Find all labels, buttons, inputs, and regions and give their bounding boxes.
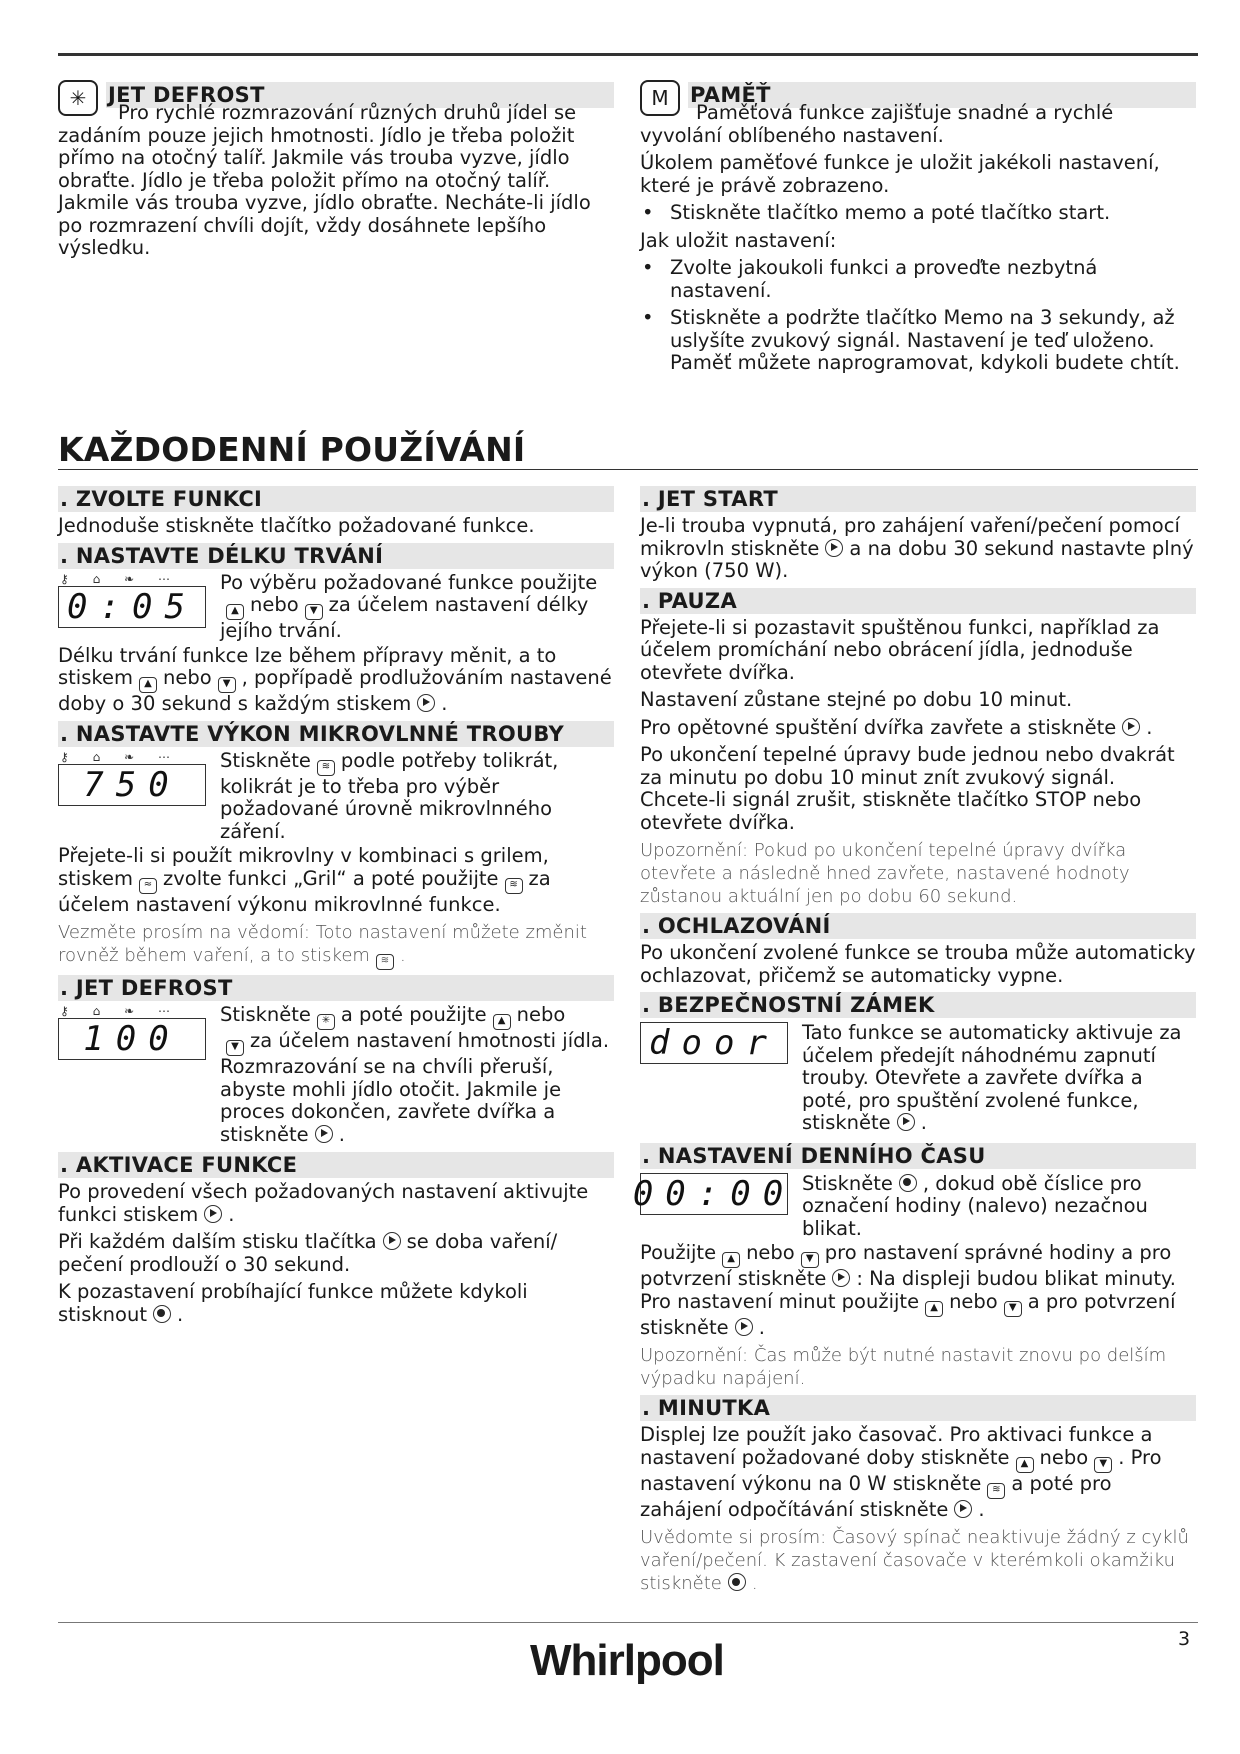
cooling-text: Po ukončení zvolené funkce se trouba může automaticky ochlazovat, přičemž se automaticky vypne. <box>640 941 1196 987</box>
left-column: . ZVOLTE FUNKCI Jednoduše stiskněte tlačítko požadované funkce. . NASTAVTE DÉLKU TRVÁNÍ ⚷ ⌂ ❧ ⋯ 0:05 Po výběru požadované funkce použijte ▲ nebo ▼ za účelem nastavení délky jejího trvání. Délku trvání funkce lze během přípravy měnit, a to stiskem ▲ nebo ▼ , popřípadě prodlužováním nastavené doby o 30 sekund s každým stiskem . . NASTAVTE VÝKON MIKROVLNNÉ TROUBY ⚷ ⌂ ❧ ⋯ 750 Stiskněte ≋ podle potřeby tolikrát, kolikrát je to třeba pro výběr požadované úrovně mikrovlnného záření. Přejete-li si použít mikrovlny v kombinaci s grilem, stiskem ≈ zvolte funkci „Gril“ a poté použijte ≋ za účelem nastavení výkonu mikrovlnné funkce. Vezměte prosím na vědomí: Toto nastavení můžete změnit rovněž během vaření, a to stiskem ≋ . . JET DEFROST ⚷ ⌂ ❧ ⋯ 100 Stiskněte ✳ a poté použijte ▲ nebo ▼ za účelem nastavení hmotnosti jídla. Rozmrazování se na chvíli přeruší, abyste mohli jídlo otočit. Jakmile je proces dokončen, zavřete dvířka a stiskněte . . AKTIVACE FUNKCE Po provedení všech požadovaných nastavení aktivujte funkci stiskem . Při každém dalším stisku tlačítka se doba vaření/ pečení prodlouží o 30 sekund. K pozastavení probíhající funkce můžete kdykoli stisknout . <box>58 484 614 1331</box>
pause-text-4: Po ukončení tepelné úpravy bude jednou nebo dvakrát za minutu po dobu 10 minut znít zvukový signál. Chcete-li signál zrušit, stiskněte tlačítko STOP nebo otevřete dvířka. <box>640 743 1175 834</box>
clock-title: . NASTAVENÍ DENNÍHO ČASU <box>640 1143 1196 1169</box>
start-icon <box>383 1232 401 1250</box>
memory-text-2: Úkolem paměťové funkce je uložit jakékoli nastavení, které je právě zobrazeno. <box>640 151 1160 197</box>
pause-text-3: Pro opětovné spuštění dvířka zavřete a stiskněte . <box>640 715 1153 739</box>
snowflake-icon: ✳ <box>317 1014 335 1030</box>
microwave-icon: ≋ <box>317 760 335 776</box>
whirlpool-logo: Whirlpool <box>530 1636 724 1685</box>
down-icon: ▼ <box>1004 1301 1022 1317</box>
jet-defrost-intro <box>58 80 614 265</box>
start-icon <box>897 1113 915 1131</box>
select-function-title: . ZVOLTE FUNKCI <box>58 486 614 512</box>
start-icon <box>825 539 843 557</box>
up-icon: ▲ <box>1016 1457 1034 1473</box>
microwave-icon: ≋ <box>376 954 394 970</box>
top-rule <box>58 53 1198 56</box>
microwave-icon: ≋ <box>505 878 523 894</box>
page-number: 3 <box>1178 1628 1191 1650</box>
down-icon: ▼ <box>226 1040 244 1056</box>
jet-defrost-title: JET DEFROST <box>106 82 614 108</box>
up-icon: ▲ <box>925 1301 943 1317</box>
stop-icon <box>899 1174 917 1192</box>
activate-function-title: . AKTIVACE FUNKCE <box>58 1152 614 1178</box>
clock-display <box>632 1173 796 1215</box>
pause-text-2: Nastavení zůstane stejné po dobu 10 minut. <box>640 688 1073 711</box>
start-icon <box>735 1318 753 1336</box>
jet-start-text: Je-li trouba vypnutá, pro zahájení vaření/pečení pomocí mikrovln stiskněte a na dobu 30 sekund nastavte plný výkon (750 W). <box>640 514 1194 582</box>
cooling-title: . OCHLAZOVÁNÍ <box>640 913 1196 939</box>
set-power-title: . NASTAVTE VÝKON MIKROVLNNÉ TROUBY <box>58 721 614 747</box>
pause-text-1: Přejete-li si pozastavit spuštěnou funkci, například za účelem promíchání nebo obrácení jídla, jednoduše otevřete dvířka. <box>640 615 1160 684</box>
duration-lcd: 0:05 <box>58 586 206 628</box>
grill-icon: ≈ <box>139 878 157 894</box>
power-lcd: 750 <box>58 764 206 806</box>
memory-bullet-1: • Stiskněte tlačítko memo a poté tlačítko start. <box>642 201 1111 224</box>
jet-start-title: . JET START <box>640 486 1196 512</box>
snowflake-icon: ✳ <box>58 80 98 116</box>
clock-note: Upozornění: Čas může být nutné nastavit znovu po delším výpadku napájení. <box>640 1345 1167 1389</box>
memo-icon: M <box>640 80 680 116</box>
clock-text-2: Použijte ▲ nebo ▼ pro nastavení správné hodiny a pro potvrzení stiskněte : Na displeji budou blikat minuty. Pro nastavení minut použijte ▲ nebo ▼ a pro potvrzení stiskněte . <box>640 1241 1176 1339</box>
door-display <box>640 1022 790 1064</box>
memory-intro <box>640 80 1196 380</box>
memory-title: PAMĚŤ <box>688 82 1196 108</box>
pause-note: Upozornění: Pokud po ukončení tepelné úpravy dvířka otevřete a následně hned zavřete, nastavené hodnoty zůstanou aktuální jen po dobu 60 sekund. <box>640 840 1130 907</box>
microwave-icon: ≋ <box>987 1483 1005 1499</box>
power-text-2: Přejete-li si použít mikrovlny v kombinaci s grilem, stiskem ≈ zvolte funkci „Gril“ a poté použijte ≋ za účelem nastavení výkonu mikrovlnné funkce. <box>58 844 551 916</box>
activate-text-1: Po provedení všech požadovaných nastavení aktivujte funkci stiskem . <box>58 1180 589 1226</box>
down-icon: ▼ <box>218 677 236 693</box>
start-icon <box>315 1125 333 1143</box>
jet-defrost-text: Pro rychlé rozmrazování různých druhů jídel se zadáním pouze jejich hmotnosti. Jídlo je třeba položit přímo na otočný talíř. Jakmile vás trouba vyzve, jídlo obraťte. Jídlo je třeba položit přímo na otočný talíř. Jakmile vás trouba vyzve, jídlo obraťte. Necháte-li jídlo po rozmrazení chvíli dojít, vždy dosáhnete lepšího výsledku. <box>58 101 591 259</box>
timer-note: Uvědomte si prosím: Časový spínač neaktivuje žádný z cyklů vaření/pečení. K zastavení časovače v kterémkoli okamžiku stiskněte . <box>640 1527 1189 1594</box>
page-heading: KAŽDODENNÍ POUŽÍVÁNÍ <box>58 430 526 469</box>
pause-title: . PAUZA <box>640 588 1196 614</box>
door-lcd: door <box>640 1022 788 1064</box>
memory-text-1: Paměťová funkce zajišťuje snadné a rychlé vyvolání oblíbeného nastavení. <box>640 101 1114 147</box>
footer-rule <box>58 1622 1198 1623</box>
duration-text-2: Délku trvání funkce lze během přípravy měnit, a to stiskem ▲ nebo ▼ , popřípadě prodlužováním nastavené doby o 30 sekund s každým stiskem . <box>58 643 612 715</box>
defrost-display: ⚷ ⌂ ❧ ⋯ 100 <box>58 1004 208 1060</box>
right-column: . JET START Je-li trouba vypnutá, pro zahájení vaření/pečení pomocí mikrovln stiskněte a na dobu 30 sekund nastavte plný výkon (750 W). . PAUZA Přejete-li si pozastavit spuštěnou funkci, například za účelem promíchání nebo obrácení jídla, jednoduše otevřete dvířka. Nastavení zůstane stejné po dobu 10 minut. Pro opětovné spuštění dvířka zavřete a stiskněte . Po ukončení tepelné úpravy bude jednou nebo dvakrát za minutu po dobu 10 minut znít zvukový signál. Chcete-li signál zrušit, stiskněte tlačítko STOP nebo otevřete dvířka. Upozornění: Pokud po ukončení tepelné úpravy dvířka otevřete a následně hned zavřete, nastavené hodnoty zůstanou aktuální jen po dobu 60 sekund. . OCHLAZOVÁNÍ Po ukončení zvolené funkce se trouba může automaticky ochlazovat, přičemž se automaticky vypne. . BEZPEČNOSTNÍ ZÁMEK door Tato funkce se automaticky aktivuje za účelem předejít náhodnému zapnutí trouby. Otevřete a zavřete dvířka a poté, pro spuštění zvolené funkce, stiskněte . . NASTAVENÍ DENNÍHO ČASU 00:00 Stiskněte , dokud obě číslice pro označení hodiny (nalevo) nezačnou blikat. Použijte ▲ nebo ▼ pro nastavení správné hodiny a pro potvrzení stiskněte : Na displeji budou blikat minuty. Pro nastavení minut použijte ▲ nebo ▼ a pro potvrzení stiskněte . Upozornění: Čas může být nutné nastavit znovu po delším výpadku napájení. . MINUTKA Displej lze použít jako časovač. Pro aktivaci funkce a nastavení požadované doby stiskněte ▲ nebo ▼ . Pro nastavení výkonu na 0 W stiskněte ≋ a poté pro zahájení odpočítávání stiskněte . Uvědomte si prosím: Časový spínač neaktivuje žádný z cyklů vaření/pečení. K zastavení časovače v kterémkoli okamžiku stiskněte . <box>632 487 1196 1594</box>
timer-title: . MINUTKA <box>640 1395 1196 1421</box>
set-duration-title: . NASTAVTE DÉLKU TRVÁNÍ <box>58 543 614 569</box>
stop-icon <box>153 1305 171 1323</box>
down-icon: ▼ <box>801 1252 819 1268</box>
jet-defrost-section-title: . JET DEFROST <box>58 975 614 1001</box>
defrost-lcd: 100 <box>58 1018 206 1060</box>
up-icon: ▲ <box>493 1014 511 1030</box>
up-icon: ▲ <box>722 1252 740 1268</box>
duration-text: Po výběru požadované funkce použijte ▲ nebo ▼ za účelem nastavení délky jejího trvání. <box>220 570 598 642</box>
timer-text: Displej lze použít jako časovač. Pro aktivaci funkce a nastavení požadované doby stiskněte ▲ nebo ▼ . Pro nastavení výkonu na 0 W stiskněte ≋ a poté pro zahájení odpočítávání stiskněte . <box>640 1423 1162 1521</box>
memory-bullet-2: • Zvolte jakoukoli funkci a proveďte nezbytná nastavení. <box>642 256 1098 302</box>
start-icon <box>204 1205 222 1223</box>
down-icon: ▼ <box>1094 1457 1112 1473</box>
start-icon <box>832 1269 850 1287</box>
stop-icon <box>728 1573 746 1591</box>
select-function-text: Jednoduše stiskněte tlačítko požadované funkce. <box>58 514 535 537</box>
down-icon: ▼ <box>305 604 323 620</box>
start-icon <box>954 1500 972 1518</box>
memory-text-3: Jak uložit nastavení: <box>640 228 837 252</box>
safety-lock-title: . BEZPEČNOSTNÍ ZÁMEK <box>640 992 1196 1018</box>
power-display: ⚷ ⌂ ❧ ⋯ 750 <box>58 750 208 806</box>
activate-text-3: K pozastavení probíhající funkce můžete kdykoli stisknout . <box>58 1280 528 1326</box>
up-icon: ▲ <box>139 677 157 693</box>
start-icon <box>1122 718 1140 736</box>
heading-rule <box>58 469 1198 470</box>
start-icon <box>417 694 435 712</box>
power-note: Vezměte prosím na vědomí: Toto nastavení můžete změnit rovněž během vaření, a to stiskem ≋ . <box>58 921 614 970</box>
up-icon: ▲ <box>226 604 244 620</box>
duration-display: ⚷ ⌂ ❧ ⋯ 0:05 <box>58 572 208 628</box>
clock-lcd: 00:00 <box>632 1173 796 1214</box>
activate-text-2: Při každém dalším stisku tlačítka se doba vaření/ pečení prodlouží o 30 sekund. <box>58 1230 558 1276</box>
memory-bullet-3: • Stiskněte a podržte tlačítko Memo na 3 sekundy, až uslyšíte zvukový signál. Nastavení je teď uloženo. Paměť můžete naprogramovat, kdykoli budete chtít. <box>642 306 1180 374</box>
